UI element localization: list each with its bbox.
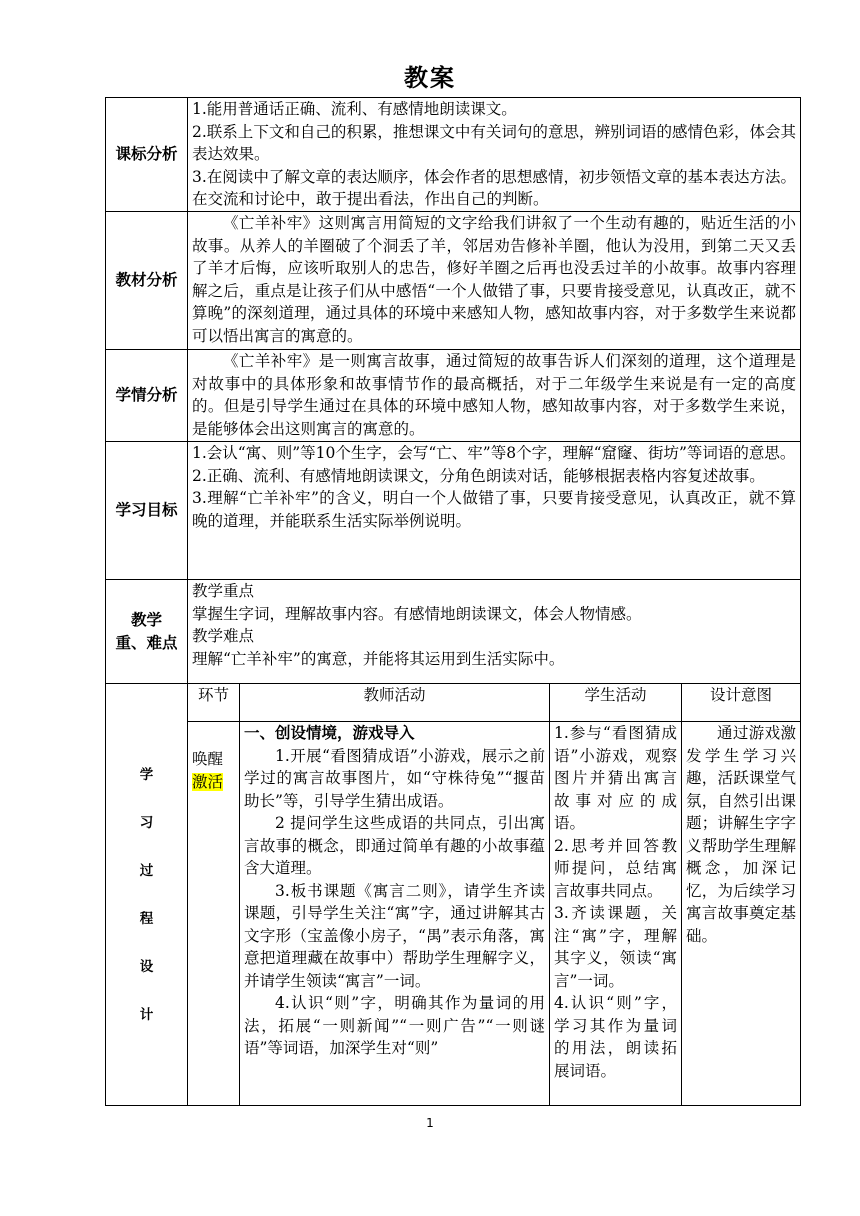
content-standards (188, 98, 801, 212)
teacher-activity (240, 722, 550, 1106)
process-label-char-3: 过 (139, 862, 154, 879)
label-learners: 学情分析 (106, 350, 188, 442)
stage-part-1: 唤醒 (192, 750, 224, 768)
stage-part-2-highlight: 激活 (192, 772, 224, 791)
objective-line-2: 2.正确、流利、有感情地朗读课文，分角色朗读对话，能够根据表格内容复述故事。 (192, 466, 765, 485)
process-label-char-5: 设 (139, 958, 154, 975)
teacher-paragraph-4: 4.认识“则”字，明确其作为量词的用法，拓展“一则新闻”“一则广告”“一则谜语”等词语，加深学生对“则” (244, 994, 545, 1057)
objective-line-3: 3.理解“亡羊补牢”的含义，明白一个人做错了事，只要肯接受意见，认真改正，就不算晚的道理，并能联系生活实际举例说明。 (192, 489, 797, 530)
process-label-char-4: 程 (139, 910, 154, 927)
label-keypoints-line-1: 教学 (130, 611, 162, 629)
content-learners (188, 350, 801, 442)
standards-line-3: 3.在阅读中了解文章的表达顺序，体会作者的思想感情，初步领悟文章的基本表达方法。在交流和讨论中，敢于提出看法，作出自己的判断。 (192, 167, 797, 208)
key-text: 掌握生字词，理解故事内容。有感情地朗读课文，体会人物情感。 (192, 604, 642, 623)
stage-cell (188, 722, 240, 1106)
label-keypoints-line-2: 重、难点 (115, 633, 178, 652)
standards-line-2: 2.联系上下文和自己的积累，推想课文中有关词句的意思，辨别词语的感情色彩，体会其表达效果。 (192, 122, 797, 163)
teacher-paragraph-3: 3.板书课题《寓言二则》，请学生齐读课题，引导学生关注“寓”字，通过讲解其古文字形（宝盖像小房子，“禺”表示角落，寓意把道理藏在故事中）帮助学生理解字义，并请学生领读“寓言”一词。 (244, 881, 545, 990)
design-intent (682, 722, 801, 1106)
row-learners (106, 350, 801, 442)
row-keypoints (106, 580, 801, 684)
label-keypoints (106, 580, 188, 684)
student-paragraph-4: 4.认识“则”字，学习其作为量词的用法，朗读拓展词语。 (554, 994, 677, 1080)
student-paragraph-2: 2.思考并回答教师提问，总结寓言故事共同点。 (554, 836, 677, 900)
difficulty-text: 理解“亡羊补牢”的寓意，并能将其运用到生活实际中。 (192, 649, 565, 668)
teacher-paragraph-1: 1.开展“看图猜成语”小游戏，展示之前学过的寓言故事图片，如“守株待兔”“揠苗助长”等，引导学生猜出成语。 (244, 746, 545, 810)
content-objectives (188, 442, 801, 580)
content-material (188, 212, 801, 350)
process-label-char-6: 计 (139, 1006, 154, 1023)
process-label-char-2: 习 (139, 814, 154, 831)
document-title: 教案 (404, 64, 456, 92)
teacher-section-title: 一、创设情境，游戏导入 (244, 723, 415, 742)
label-process (106, 684, 188, 1106)
header-intent: 设计意图 (682, 684, 801, 722)
page-number: 1 (426, 1116, 434, 1130)
teacher-paragraph-2: 2 提问学生这些成语的共同点，引出寓言故事的概念，即通过简单有趣的小故事蕴含大道理。 (244, 814, 545, 877)
row-material (106, 212, 801, 350)
row-process-header (106, 684, 801, 722)
objective-line-1: 1.会认“寓、则”等10个生字，会写“亡、牢”等8个字，理解“窟窿、街坊”等词语的意思。 (192, 444, 796, 462)
row-process-body (106, 722, 801, 1106)
learners-text: 《亡羊补牢》是一则寓言故事，通过简短的故事告诉人们深刻的道理，这个道理是对故事中的具体形象和故事情节作的最高概括，对于二年级学生来说是有一定的高度的。但是引导学生通过在具体的环境中感知人物，感知故事内容，对于多数学生来说，是能够体会出这则寓言的寓意的。 (192, 352, 797, 438)
material-text: 《亡羊补牢》这则寓言用简短的文字给我们讲叙了一个生动有趣的，贴近生活的小故事。从养人的羊圈破了个洞丢了羊，邻居劝告修补羊圈，他认为没用，到第二天又丢了羊才后悔，应该听取别人的忠告，修好羊圈之后再也没丢过羊的小故事。故事内容理解之后，重点是让孩子们从中感悟“一个人做错了事，只要肯接受意见，认真改正，就不算晚”的深刻道理，通过具体的环境中来感知人物，感知故事内容，对于多数学生来说都可以悟出寓言的寓意的。 (192, 214, 797, 345)
student-paragraph-3: 3.齐读课题，关注“寓”字，理解其字义，领读“寓言”一词。 (554, 904, 677, 990)
difficulty-title: 教学难点 (192, 627, 255, 645)
process-label-char-1: 学 (139, 766, 154, 783)
key-title: 教学重点 (192, 582, 255, 600)
student-activity (550, 722, 682, 1106)
intent-text: 通过游戏激发学生学习兴趣，活跃课堂气氛，自然引出课题；讲解生字字义帮助学生理解概念，加深记忆，为后续学习寓言故事奠定基础。 (686, 724, 797, 945)
header-student: 学生活动 (550, 684, 682, 722)
row-objectives (106, 442, 801, 580)
label-material: 教材分析 (106, 212, 188, 350)
standards-line-1: 1.能用普通话正确、流利、有感情地朗读课文。 (192, 100, 517, 118)
content-keypoints (188, 580, 801, 684)
lesson-plan-table (105, 97, 801, 1106)
student-paragraph-1: 1.参与“看图猜成语”小游戏，观察图片并猜出寓言故事对应的成语。 (554, 724, 677, 832)
header-teacher: 教师活动 (240, 684, 550, 722)
label-standards: 课标分析 (106, 98, 188, 212)
header-stage: 环节 (188, 684, 240, 722)
label-objectives: 学习目标 (106, 442, 188, 580)
row-standards (106, 98, 801, 212)
